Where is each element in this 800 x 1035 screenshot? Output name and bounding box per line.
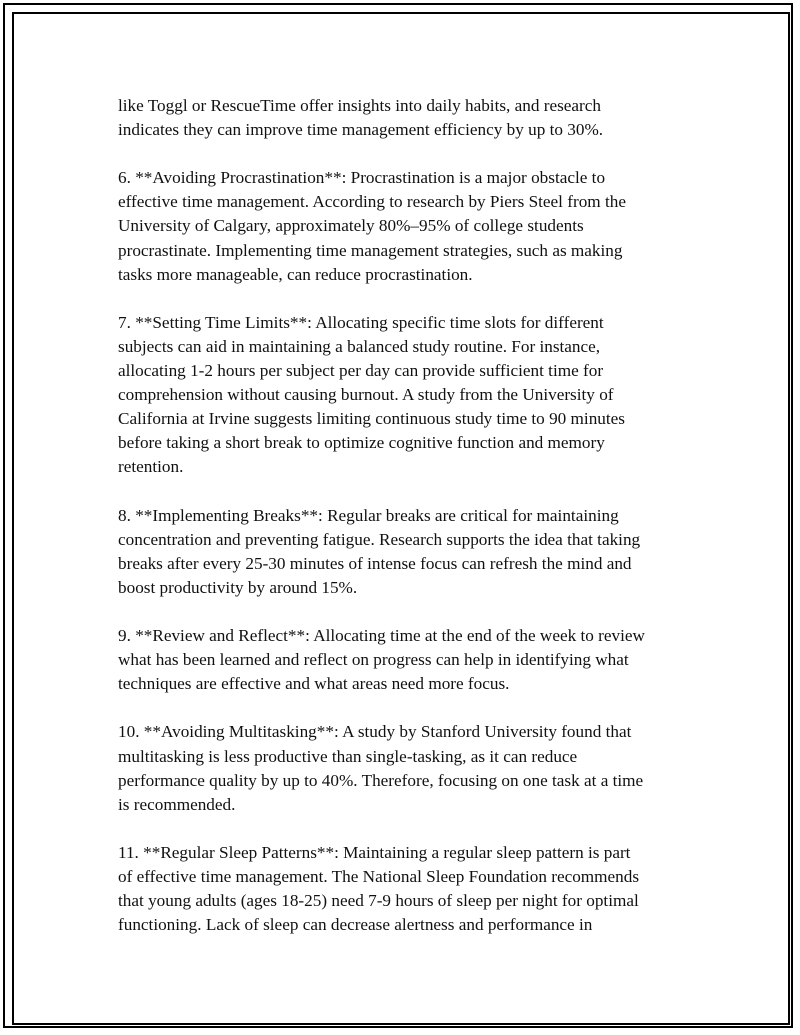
document-body (118, 94, 698, 961)
paragraph-avoiding-procrastination: 6. **Avoiding Procrastination**: Procrastination is a major obstacle to effective time management. According to research by Piers Steel from the University of Calgary, approximately 80%–95% of college students procrastinate. Implementing time management strategies, such as making tasks more manageable, can reduce procrastination. (118, 168, 626, 284)
paragraph-regular-sleep-patterns: 11. **Regular Sleep Patterns**: Maintaining a regular sleep pattern is part of effective time management. The National Sleep Foundation recommends that young adults (ages 18-25) need 7-9 hours of sleep per night for optimal functioning. Lack of sleep can decrease alertness and performance in (118, 842, 640, 935)
paragraph-review-and-reflect: 9. **Review and Reflect**: Allocating time at the end of the week to review what has been learned and reflect on progress can help in identifying what techniques are effective and what areas need more focus. (118, 626, 645, 694)
paragraph-avoiding-multitasking: 10. **Avoiding Multitasking**: A study by Stanford University found that multitasking is less productive than single-tasking, as it can reduce performance quality by up to 40%. Therefore, focusing on one task at a time is recommended. (118, 722, 644, 814)
paragraph-tracking-tools: like Toggl or RescueTime offer insights into daily habits, and research indicates they can improve time management efficiency by up to 30%. (118, 96, 604, 140)
paragraph-implementing-breaks: 8. **Implementing Breaks**: Regular breaks are critical for maintaining concentration and preventing fatigue. Research supports the idea that taking breaks after every 25-30 minutes of intense focus can refresh the mind and boost productivity by around 15%. (118, 505, 641, 597)
paragraph-setting-time-limits: 7. **Setting Time Limits**: Allocating specific time slots for different subjects can aid in maintaining a balanced study routine. For instance, allocating 1-2 hours per subject per day can provide sufficient time for comprehension without causing burnout. A study from the University of California at Irvine suggests limiting continuous study time to 90 minutes before taking a short break to optimize cognitive function and memory retention. (118, 312, 625, 477)
